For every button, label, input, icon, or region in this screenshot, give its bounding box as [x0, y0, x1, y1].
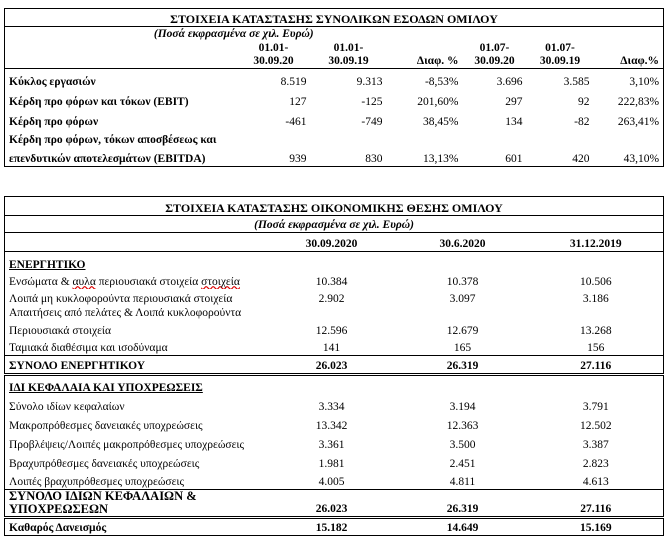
col-header: 30.09.20: [474, 55, 515, 67]
cell: -8,53%: [424, 75, 459, 88]
cell: 9.313: [356, 75, 383, 88]
label-part: στοιχεία: [201, 275, 240, 288]
cell: 2.823: [582, 457, 609, 470]
cell: 27.116: [580, 360, 612, 372]
cell: 1.981: [318, 457, 345, 470]
cell: 27.116: [580, 503, 612, 515]
cell: 26.023: [315, 360, 348, 372]
assets-heading: ΕΝΕΡΓΗΤΙΚΟ: [9, 258, 86, 271]
table-row: [5, 414, 664, 433]
net-debt-row: [5, 518, 664, 536]
cell: -82: [574, 115, 590, 128]
cell: 3.097: [449, 292, 476, 305]
table-row: [5, 129, 664, 147]
cell: 13.268: [579, 324, 612, 337]
cell: 297: [505, 95, 523, 108]
row-label: Σύνολο ιδίων κεφαλαίων: [9, 400, 125, 413]
table-row: [5, 69, 664, 89]
cell: 92: [578, 95, 590, 108]
col-header: 30.6.2020: [439, 238, 486, 250]
label-part: Ενσώματα &: [9, 275, 73, 288]
row-label: Κέρδη προ φόρων: [9, 115, 99, 128]
liabilities-heading: ΙΔΙ ΚΕΦΑΛΑΙΑ ΚΑΙ ΥΠΟΧΡΕΩΣΕΙΣ: [9, 381, 203, 394]
cell: 26.319: [446, 503, 479, 515]
cell: 201,60%: [417, 95, 459, 108]
table-row: [5, 338, 664, 356]
cell: 3.194: [449, 400, 476, 413]
row-label: Κέρδη προ φόρων, τόκων αποσβέσεως και: [9, 133, 217, 146]
col-header: 31.12.2019: [569, 238, 622, 250]
col-header: 01.01-: [333, 41, 364, 54]
cell: 156: [587, 342, 605, 354]
cell: 15.169: [579, 522, 612, 534]
table-row: [5, 306, 664, 320]
col-header: 30.09.20: [253, 55, 294, 67]
cell: 12.596: [315, 324, 348, 337]
table-row: [5, 320, 664, 338]
cell: 3.500: [449, 438, 476, 451]
income-table-title: ΣΤΟΙΧΕΙΑ ΚΑΤΑΣΤΑΣΗΣ ΣΥΝΟΛΙΚΩΝ ΕΣΟΔΩΝ ΟΜΙΛΟΥ: [170, 12, 498, 26]
cell: 830: [365, 153, 383, 165]
cell: 601: [505, 153, 523, 165]
cell: 3.387: [582, 438, 609, 451]
position-table-subtitle: (Ποσά εκφρασμένα σε χιλ. Ευρώ): [254, 219, 414, 231]
income-statement-table: [4, 8, 664, 167]
row-label: Κύκλος εργασιών: [9, 75, 96, 88]
cell: 3,10%: [629, 75, 660, 88]
cell: 4.811: [449, 476, 476, 488]
total-row: [5, 356, 664, 375]
table-row: [5, 109, 664, 129]
cell: 4.005: [318, 476, 345, 488]
cell: 43,10%: [623, 153, 660, 165]
col-header: 01.07-: [545, 41, 575, 54]
income-table-subtitle: (Ποσά εκφρασμένα σε χιλ. Ευρώ): [153, 27, 314, 40]
cell: -461: [285, 115, 307, 128]
table-row: [5, 89, 664, 109]
table-row: [5, 471, 664, 490]
cell: 12.502: [579, 419, 612, 432]
cell: 420: [572, 153, 590, 165]
cell: -125: [361, 95, 383, 108]
row-label: Προβλέψεις/Λοιπές μακροπρόθεσμες υποχρεώσεις: [9, 438, 245, 451]
col-header: 30.09.19: [328, 55, 369, 67]
col-header: 30.09.2020: [305, 238, 358, 250]
assets-total-label: ΣΥΝΟΛΟ ΕΝΕΡΓΗΤΙΚΟΥ: [9, 360, 146, 372]
row-label: Λοιπές βραχυπρόθεσμες υποχρεώσεις: [9, 476, 185, 488]
table-row: [5, 147, 664, 167]
cell: 10.378: [446, 275, 479, 288]
cell: 263,41%: [617, 115, 660, 128]
col-header: Διαφ. %: [416, 55, 459, 67]
row-label: Μακροπρόθεσμες δανειακές υποχρεώσεις: [9, 419, 203, 432]
row-label: Κέρδη προ φόρων και τόκων (EBIT): [9, 95, 189, 108]
liab-total-label-continued: ΥΠΟΧΡΕΩΣΕΩΝ: [9, 503, 109, 516]
cell: 14.649: [446, 522, 479, 534]
cell: 3.361: [318, 438, 345, 451]
cell: 38,45%: [423, 115, 459, 128]
cell: 26.319: [446, 360, 479, 372]
cell: 3.791: [582, 400, 609, 413]
cell: 3.186: [582, 292, 609, 305]
cell: 939: [289, 153, 307, 165]
row-label-continued: Περιουσιακά στοιχεία: [9, 324, 112, 337]
cell: 8.519: [280, 75, 307, 88]
cell: 3.696: [496, 75, 523, 88]
cell: 12.679: [446, 324, 479, 337]
cell: 127: [289, 95, 307, 108]
cell: 10.506: [579, 275, 612, 288]
cell: 222,83%: [617, 95, 660, 108]
financial-position-table: [4, 196, 664, 536]
col-header: 30.09.19: [539, 55, 581, 67]
cell: 2.451: [449, 457, 476, 470]
position-table-title: ΣΤΟΙΧΕΙΑ ΚΑΤΑΣΤΑΣΗΣ ΟΙΚΟΝΟΜΙΚΗΣ ΘΕΣΗΣ ΟΜΙΛΟΥ: [165, 201, 503, 215]
cell: 12.363: [446, 419, 479, 432]
total-row: [5, 503, 664, 518]
total-row: [5, 490, 664, 504]
table-row: [5, 395, 664, 414]
cell: 13,13%: [423, 153, 459, 165]
row-label: Λοιπά μη κυκλοφορούντα περιουσιακά στοιχεία: [9, 292, 233, 305]
row-label: Απαιτήσεις από πελάτες & Λοιπά κυκλοφορούντα: [9, 306, 242, 319]
cell: 13.342: [315, 419, 348, 432]
row-label: [5, 272, 267, 289]
cell: 3.585: [563, 75, 590, 88]
cell: 10.384: [315, 275, 348, 288]
label-part: περιουσιακά στοιχεία: [95, 275, 202, 288]
row-label-continued: επενδυτικών αποτελεσμάτων (EBITDA): [9, 153, 206, 165]
cell: -749: [361, 115, 383, 128]
table-row: [5, 433, 664, 452]
cell: 165: [453, 342, 472, 354]
table-row: [5, 452, 664, 471]
col-header: 01.07-: [479, 41, 510, 54]
net-debt-label: Καθαρός Δανεισμός: [9, 522, 107, 534]
cell: 141: [322, 342, 341, 354]
row-label: Ταμιακά διαθέσιμα και ισοδύναμα: [9, 342, 168, 354]
cell: 26.023: [315, 503, 348, 515]
cell: 3.334: [318, 400, 345, 413]
row-label: Βραχυπρόθεσμες δανειακές υποχρεώσεις: [9, 457, 200, 470]
col-header: Διαφ.%: [620, 55, 660, 67]
label-part: αυλα: [72, 275, 96, 288]
liab-total-label: ΣΥΝΟΛΟ ΙΔΙΩΝ ΚΕΦΑΛΑΙΩΝ &: [9, 489, 197, 503]
table-row: [5, 272, 664, 289]
col-header: 01.01-: [258, 41, 289, 54]
cell: 2.902: [318, 292, 345, 305]
table-row: [5, 289, 664, 306]
cell: 15.182: [315, 522, 348, 534]
cell: 134: [505, 115, 523, 128]
cell: 4.613: [582, 476, 609, 488]
